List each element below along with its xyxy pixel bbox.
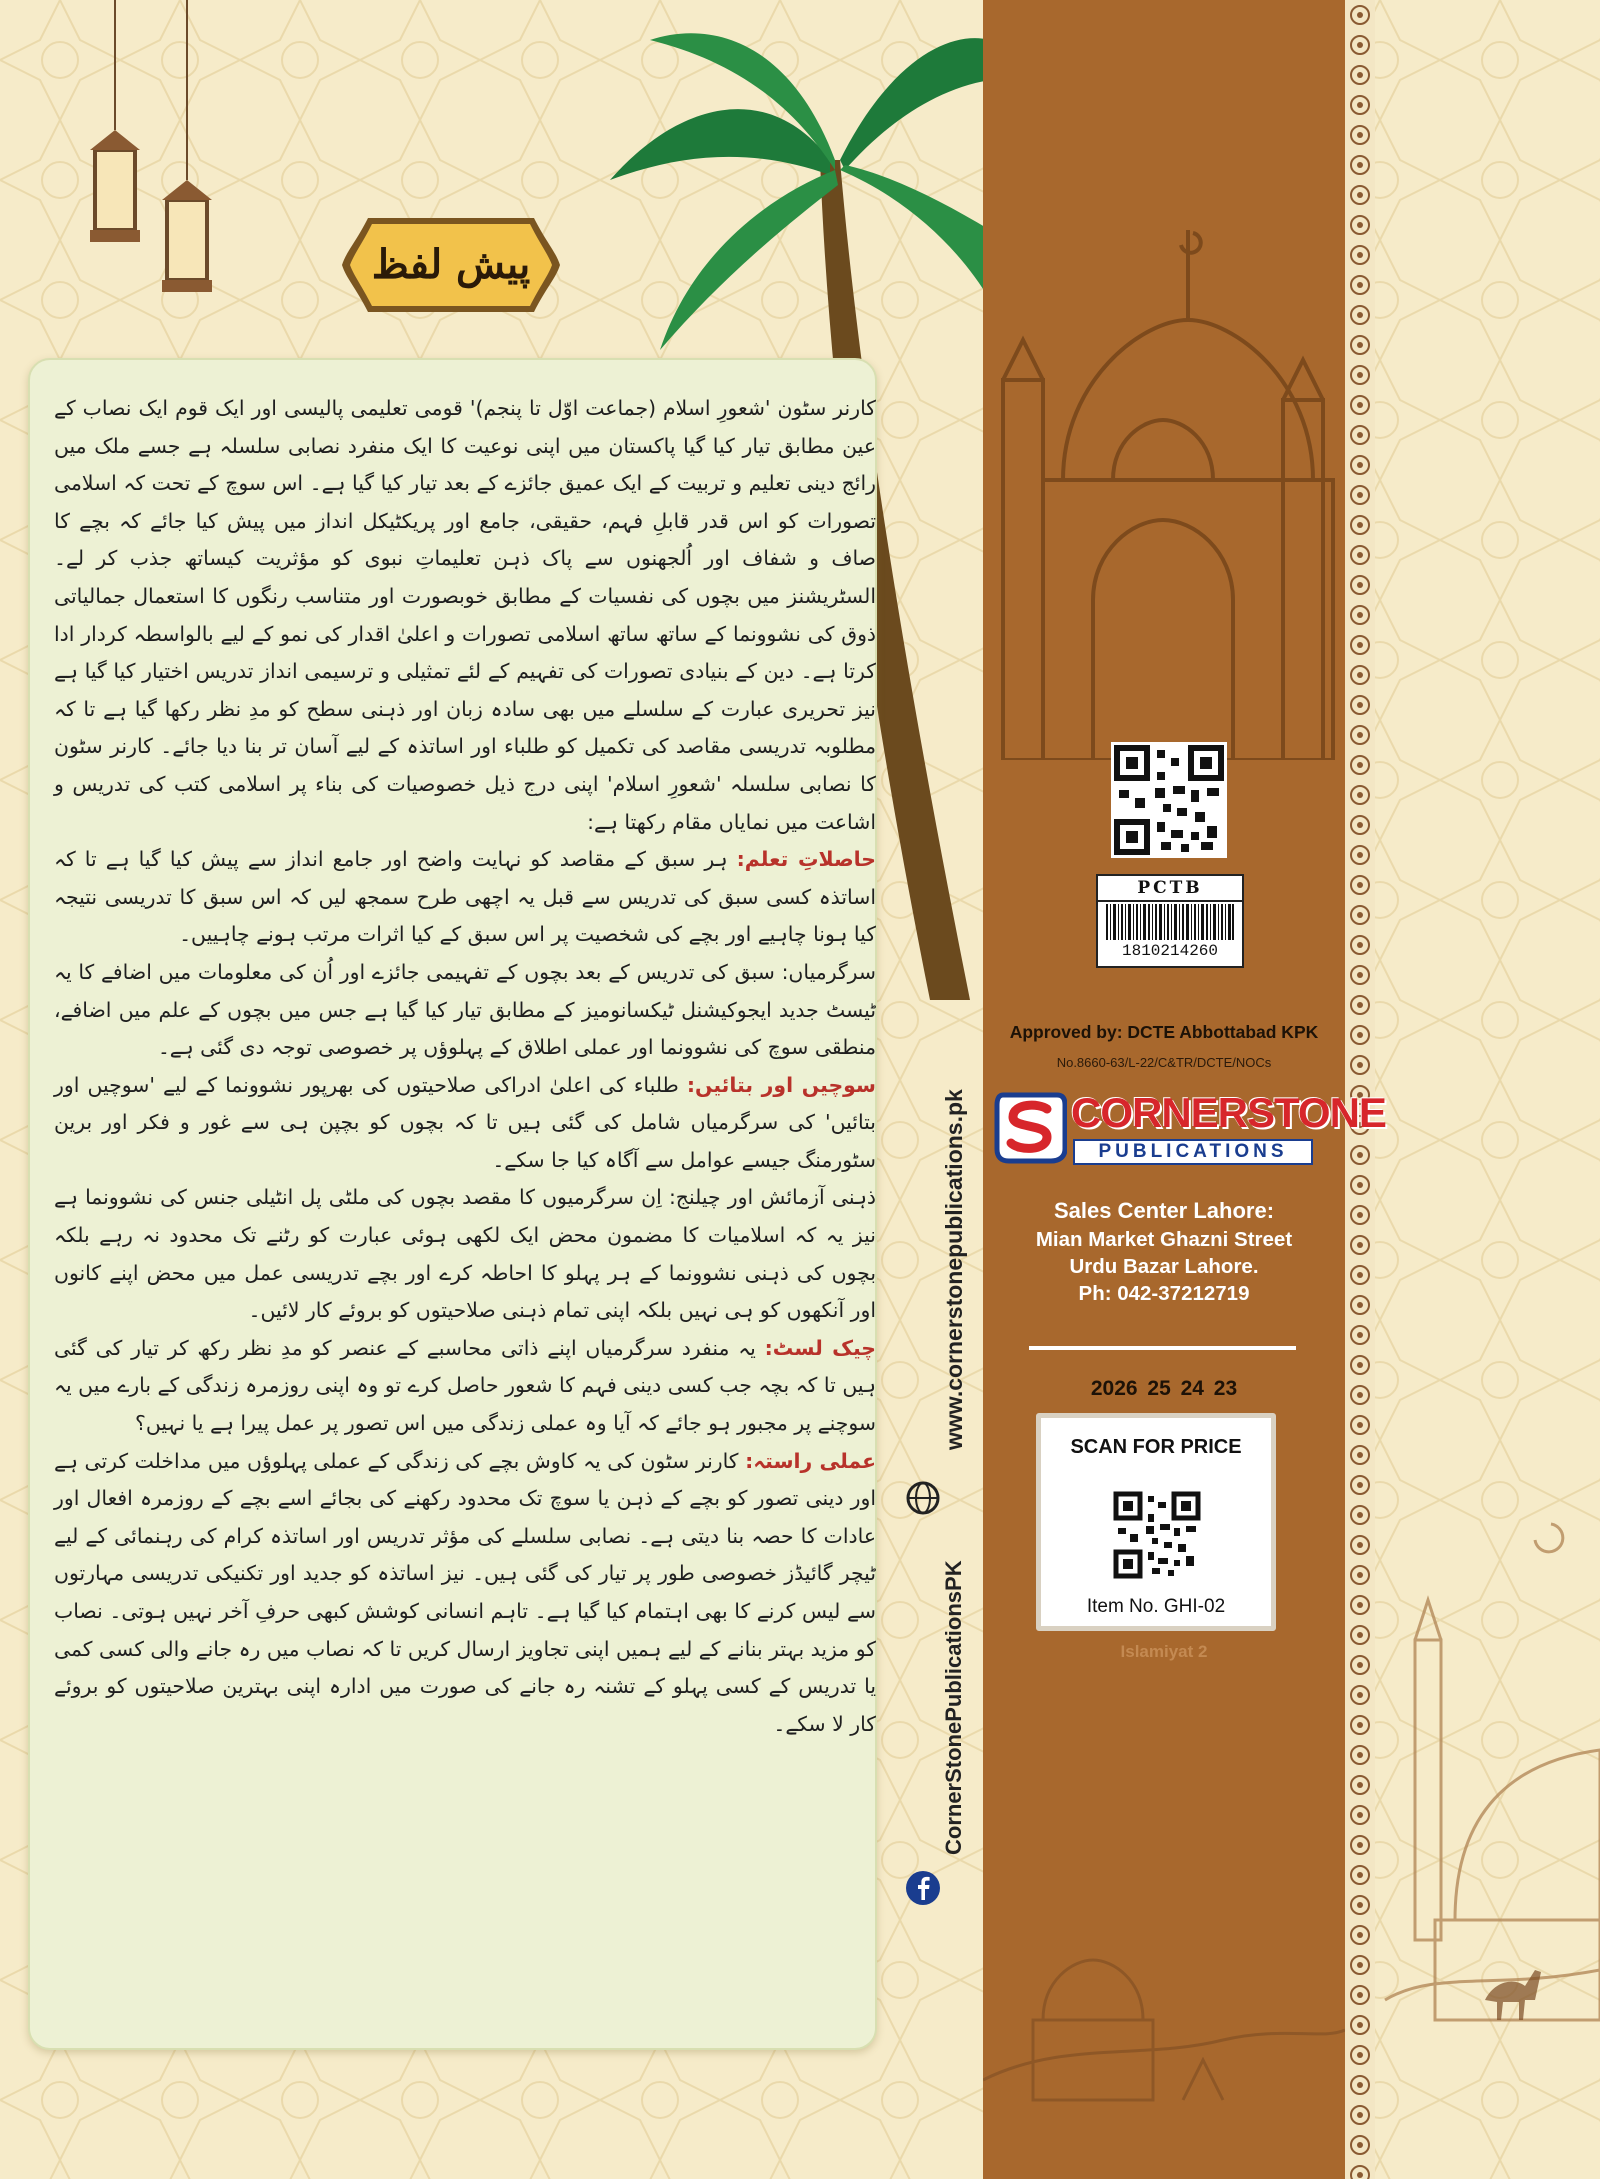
feature-text: سبق کی تدریس کے بعد بچوں کے تفہیمی جائزے اور اُن کی معلومات میں اضافے کا یہ ٹیسٹ جدید ایجوکیشنل ٹیکسانومیز کے مطابق تیار کیا گیا ہے جس میں بچوں کے علم میں اضافے، منطقی سوچ کی نشوونما اور عملی اطلاق کے پہلوؤں پر خصوصی توجہ دی گئی ہے۔ — [54, 959, 876, 1060]
approval-number: No.8660-63/L-22/C&TR/DCTE/NOCs — [1056, 1055, 1272, 1070]
mosque-illustration — [983, 0, 1345, 760]
feature-item — [54, 1330, 876, 1443]
feature-term: سوچیں اور بتائیں: — [686, 1072, 876, 1097]
approval-text: Approved by: DCTE Abbottabad KPK — [1009, 1022, 1319, 1042]
feature-item — [54, 954, 876, 1067]
publisher-logo — [993, 1087, 1386, 1169]
publisher-sub-box — [1073, 1139, 1313, 1165]
sales-address-1: Mian Market Ghazni Street — [1035, 1228, 1293, 1251]
foreword-card — [28, 358, 877, 2050]
price-qr-code — [1112, 1490, 1202, 1580]
pctb-qr-code — [1111, 742, 1227, 858]
website-link[interactable]: www.cornerstonepublications.pk — [941, 1089, 967, 1450]
heading-plaque — [338, 212, 564, 318]
item-number: Item No. GHI-02 — [1086, 1596, 1226, 1617]
cornerstone-logo-icon — [993, 1087, 1067, 1167]
feature-text: یہ منفرد سرگرمیاں اپنے ذاتی محاسبے کے عنصر کو مدِ نظر رکھ کر تیار کی گئی ہیں تا کہ بچہ جب کسی دینی فہم کا شعور حاصل کرے تو وہ اپنی روزمرہ زندگی کے بارے میں یہ سوچنے پر مجبور ہو جائے کہ آیا وہ عملی زندگی میں اس تصور پر عمل پیرا ہے یا نہیں؟ — [54, 1335, 876, 1436]
feature-text: کارنر سٹون کی یہ کاوش بچے کی زندگی کے عملی پہلوؤں میں مداخلت کرتی ہے اور دینی تصور کو بچے کے ذہن یا سوچ تک محدود رکھنے کی بجائے اسے بچے کے روزمرہ افعال اور عادات کا حصہ بنا دیتی ہے۔ نصابی سلسلے کی مؤثر تدریس اور اساتذہ کرام کی رہنمائی کے لیے ٹیچر گائیڈز خصوصی طور پر تیار کی گئی ہیں۔ نیز اساتذہ کو جدید اور تکنیکی تدریسی مہارتوں سے لیس کرنے کا بھی اہتمام کیا گیا ہے۔ تاہم انسانی کوشش کبھی حرفِ آخر نہیں ہوتی۔ نصاب کو مزید بہتر بنانے کے لیے ہمیں اپنی تجاویز ارسال کریں تا کہ نصاب میں رہ جانے والی کسی کمی یا تدریس کے کسی پہلو کے تشنہ رہ جانے کی صورت میں ادارہ اپنی بہترین صلاحیتوں کو بروئے کار لا سکے۔ — [54, 1448, 876, 1736]
feature-term: ذہنی آزمائش اور چیلنج: — [668, 1185, 876, 1210]
feature-text: اِن سرگرمیوں کا مقصد بچوں کی ملٹی پل انٹیلی جنس کی نشوونما ہے نیز یہ کہ اسلامیات کا مضمون محض ایک لکھی ہوئی عبارت کو رٹنے تک محدود نہ رہے بلکہ بچوں کی ذہنی نشوونما کے ہر پہلو کا احاطہ کرے اور بچے تدریسی عمل میں محض اپنے کانوں اور آنکھوں کو ہی نہیں بلکہ اپنی تمام ذہنی صلاحیتوں کو بروئے کار لائیں۔ — [54, 1185, 876, 1323]
sales-title: Sales Center Lahore: — [1053, 1198, 1275, 1223]
feature-item — [54, 1443, 876, 1744]
sales-address-2: Urdu Bazar Lahore. — [1069, 1255, 1259, 1278]
sales-center — [983, 1196, 1345, 1307]
pctb-barcode-box — [1096, 874, 1244, 968]
barcode-icon — [1106, 904, 1234, 940]
facebook-link[interactable]: CornerStonePublicationsPK — [941, 1560, 966, 1855]
pctb-label: PCTB — [1098, 876, 1242, 902]
feature-term: چیک لسٹ: — [764, 1335, 876, 1360]
desert-sketch — [983, 1660, 1345, 2179]
publisher-sub: PUBLICATIONS — [1098, 1141, 1288, 1162]
feature-item — [54, 1179, 876, 1329]
sales-phone: Ph: 042-37212719 — [1078, 1282, 1250, 1305]
page-title: پیش لفظ — [371, 241, 531, 288]
subject-label: Islamiyat 2 — [1120, 1642, 1208, 1661]
foreword-intro: کارنر سٹون 'شعورِ اسلام (جماعت اوّل تا پنجم)' قومی تعلیمی پالیسی اور ایک قوم ایک نصاب کے عین مطابق تیار کیا گیا پاکستان میں اپنی نوعیت کا ایک منفرد نصابی سلسلہ ہے جسے ملک میں رائج دینی تعلیم و تربیت کے ایک عمیق جائزے کے بعد تیار کیا گیا ہے۔ اس سوچ کے تحت کہ اسلامی تصورات کو اس قدر قابلِ فہم، حقیقی، جامع اور پریکٹیکل انداز میں پیش کیا جائے کہ بچے کا صاف و شفاف اور اُلجھنوں سے پاک ذہن تعلیماتِ نبوی کو مؤثریت کیساتھ جذب کر لے۔ السٹریشنز میں بچوں کی نفسیات کے مطابق خوبصورت اور متناسب رنگوں کا استعمال جمالیاتی ذوق کی نشوونما کے ساتھ ساتھ اسلامی تصورات و اعلیٰ اقدار کی نمو کے لیے بالواسطہ کردار ادا کرتا ہے۔ دین کے بنیادی تصورات کی تفہیم کے لئے تمثیلی و ترسیمی انداز تدریس اختیار کیا گیا ہے نیز تحریری عبارت کے سلسلے میں بھی سادہ زبان اور ذہنی سطح کو مدِ نظر رکھا گیا ہے تا کہ مطلوبہ تدریسی مقاصد کی تکمیل کو طلباء اور اساتذہ کے لیے آسان تر بنا دیا جائے۔ کارنر سٹون کا نصابی سلسلہ 'شعورِ اسلام' اپنی درج ذیل خصوصیات کی بناء پر اسلامی کتب کی تدریس و اشاعت میں نمایاں مقام رکھتا ہے: — [54, 396, 876, 834]
feature-term: حاصلاتِ تعلم: — [736, 847, 876, 872]
mosque-sketch — [1375, 1500, 1600, 2060]
globe-icon — [905, 1480, 941, 1516]
scan-for-price-card — [1036, 1413, 1276, 1631]
feature-text: طلباء کی اعلیٰ ادراکی صلاحیتوں کی بھرپور نشوونما کے لیے 'سوچیں اور بتائیں' کی سرگرمیاں شامل کی گئی ہیں تا کہ بچوں کو بچپن ہی سے غور و فکر اور برین سٹورمنگ جیسے عوامل سے آگاہ کیا جا سکے۔ — [54, 1072, 876, 1172]
feature-term: عملی راستہ: — [745, 1448, 877, 1473]
divider-line — [1029, 1346, 1296, 1350]
feature-term: سرگرمیاں: — [781, 959, 876, 984]
facebook-icon — [905, 1870, 941, 1906]
feature-text: ہر سبق کے مقاصد کو نہایت واضح اور جامع انداز سے پیش کیا گیا ہے تا کہ اساتذہ کسی سبق کی تدریس سے قبل یہ اچھی طرح سمجھ لیں کہ اس سبق کا تدریسی نتیجہ کیا ہونا چاہیے اور بچے کی شخصیت پر اس سبق کے کیا اثرات مرتب ہونے چاہییں۔ — [54, 847, 876, 947]
scan-title: SCAN FOR PRICE — [1070, 1436, 1242, 1458]
feature-item — [54, 841, 876, 954]
lantern-icon — [70, 0, 230, 300]
foreword-text — [54, 390, 876, 2030]
edition-years: 2026 25 24 23 — [1090, 1377, 1238, 1400]
publisher-name: CORNERSTONE — [1071, 1089, 1386, 1136]
barcode-number: 1810214260 — [1121, 942, 1218, 960]
feature-item — [54, 1067, 876, 1180]
